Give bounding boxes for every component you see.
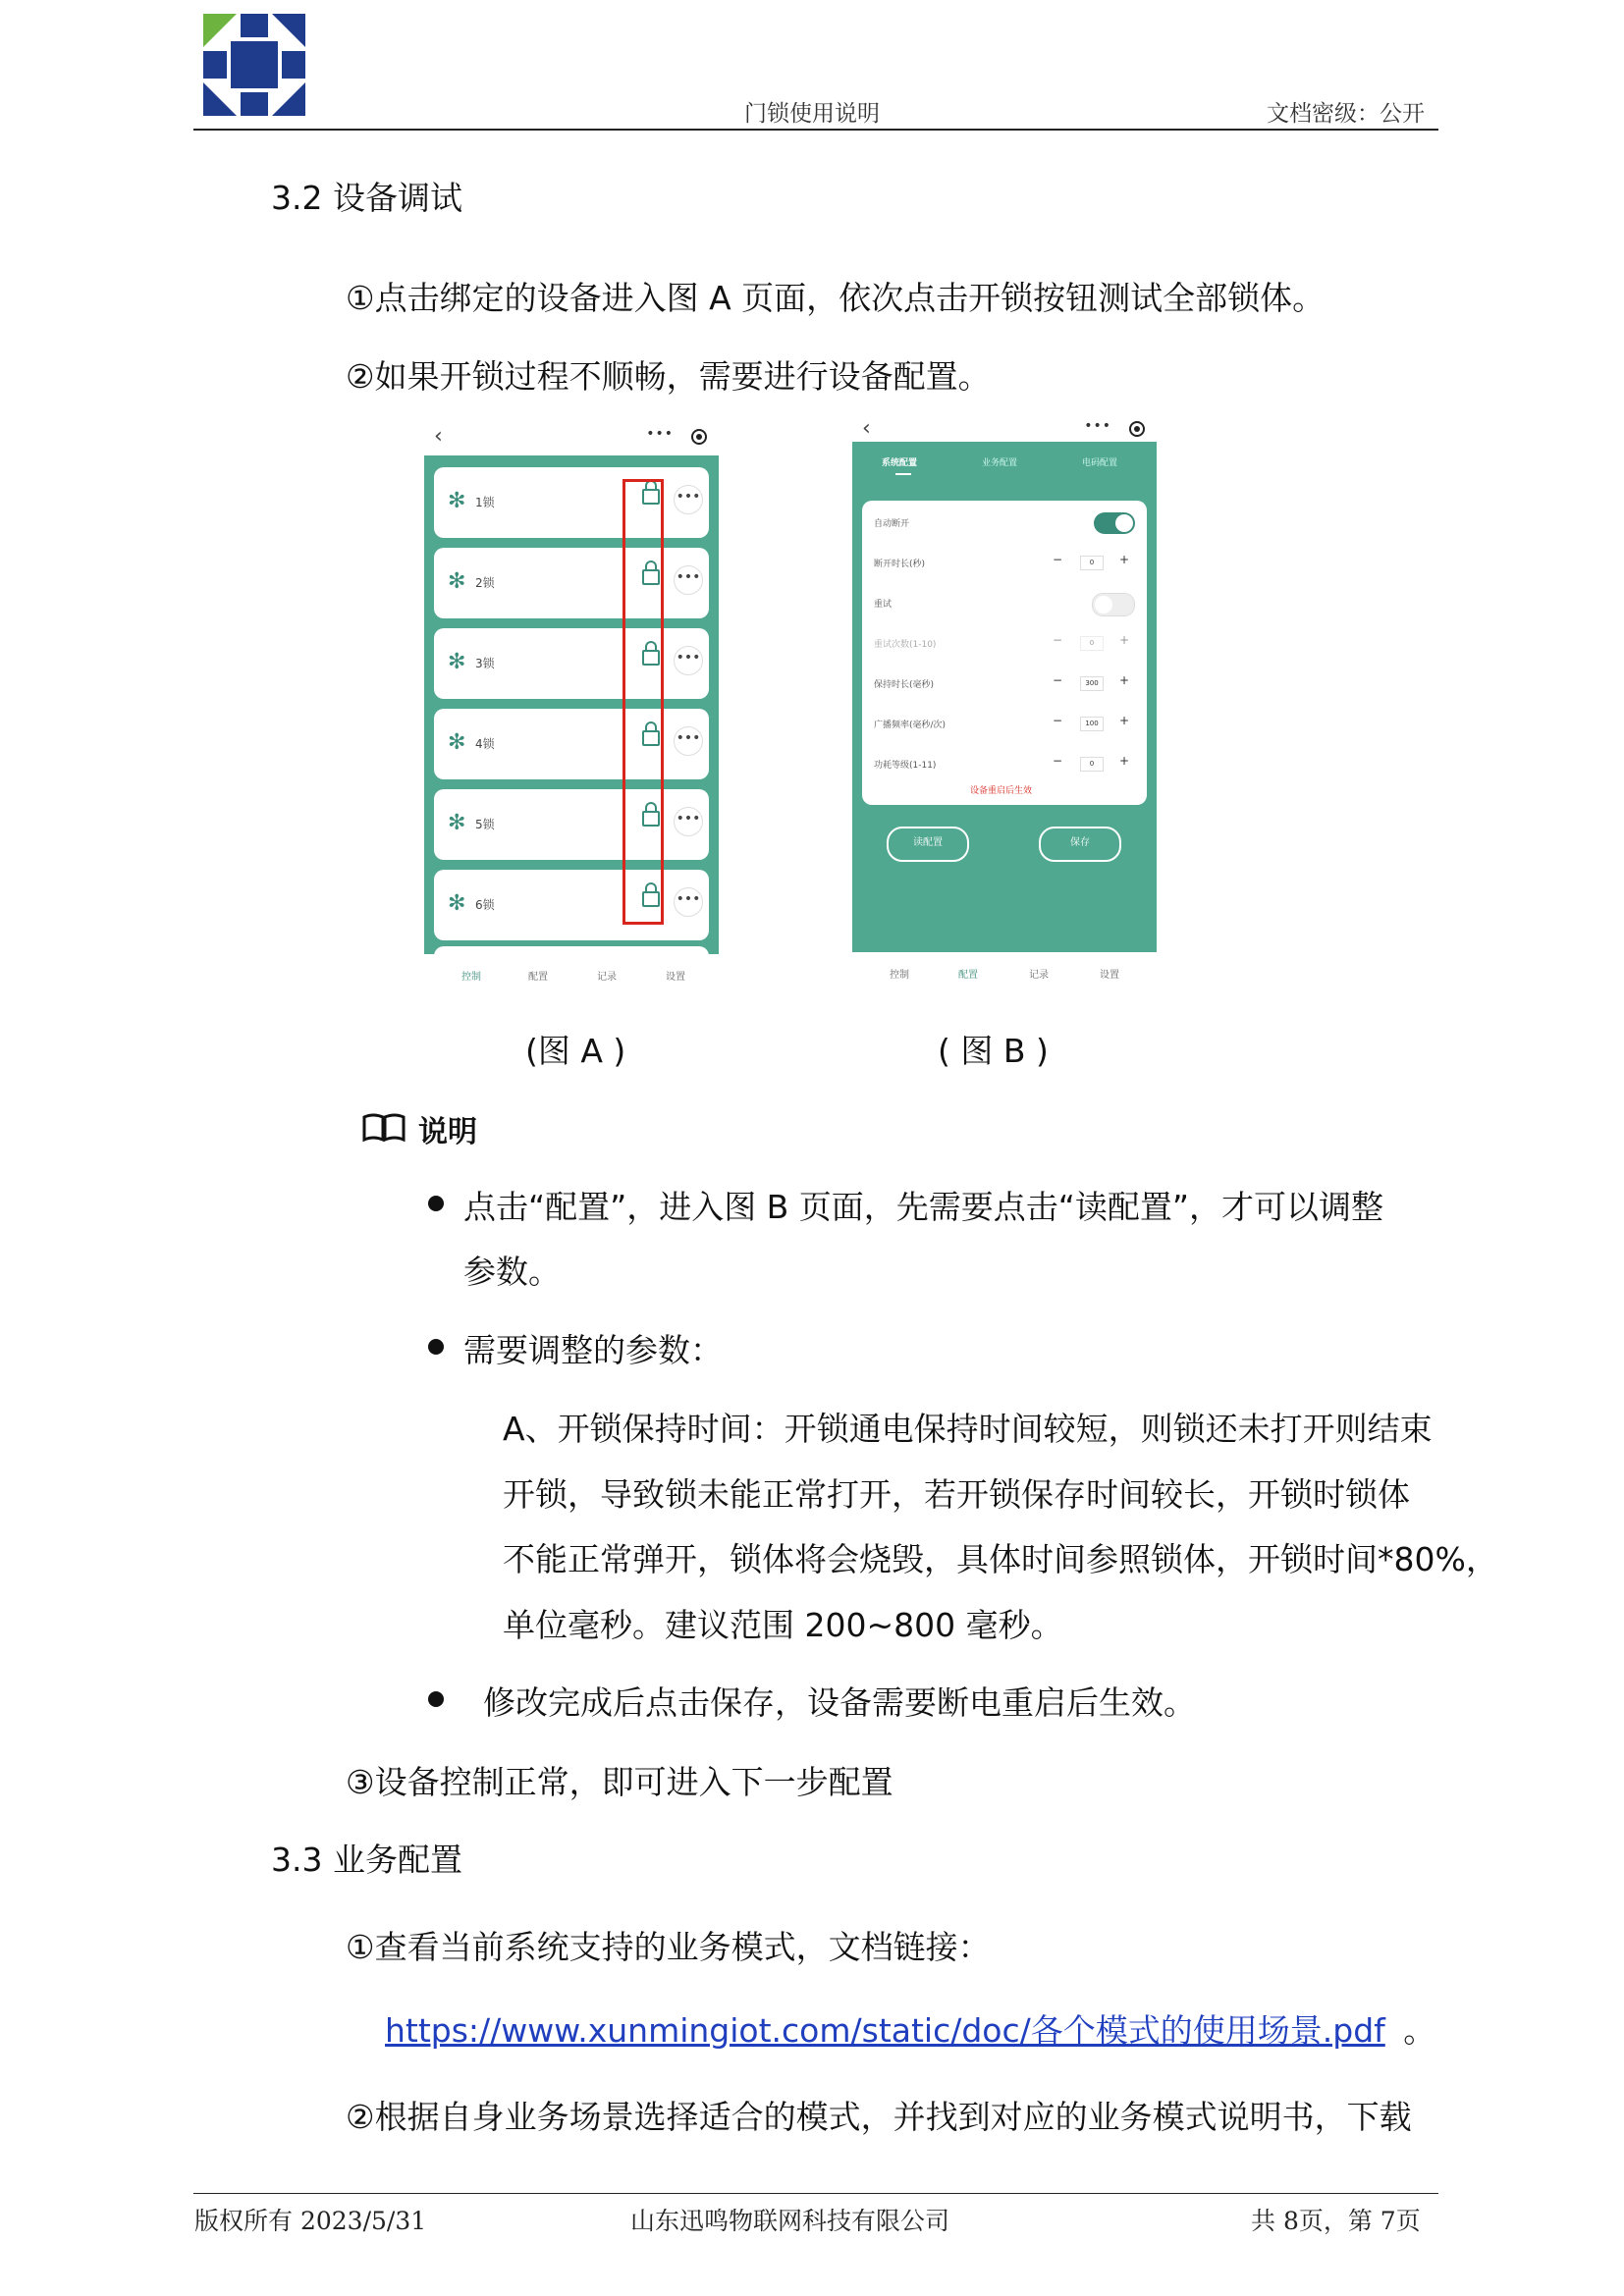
config-note: 设备重启后生效	[970, 786, 1033, 796]
figure-b-caption: ( 图 B )	[938, 1032, 1049, 1070]
bluetooth-icon: ✻	[448, 489, 466, 513]
config-label: 功耗等级(1-11)	[874, 761, 937, 771]
step-1-text: ①点击绑定的设备进入图 A 页面，依次点击开锁按钮测试全部锁体。	[346, 279, 1326, 317]
bluetooth-icon: ✻	[448, 569, 466, 594]
tab-settings: 设置	[1100, 970, 1119, 981]
config-panel	[862, 501, 1147, 805]
tab-control: 控制	[461, 972, 481, 983]
tab-config: 配置	[528, 972, 548, 983]
tab-control: 控制	[890, 970, 909, 981]
figure-b-tabbar	[852, 952, 1157, 999]
config-stepper: − 0 +	[1047, 553, 1135, 570]
record-icon	[691, 429, 707, 445]
record-icon	[1129, 421, 1145, 437]
figure-a-green-bg	[424, 455, 719, 954]
unlock-buttons-highlight	[623, 479, 664, 925]
section-heading-3-3: 3.3 业务配置	[271, 1841, 462, 1879]
header-rule	[193, 129, 1438, 131]
bullet	[428, 1196, 444, 1211]
more-icon: •••	[674, 565, 703, 595]
config-label: 重试	[874, 600, 893, 610]
figure-b-green-bg	[852, 442, 1157, 952]
lock-card	[434, 789, 709, 860]
bluetooth-icon: ✻	[448, 650, 466, 674]
bluetooth-icon: ✻	[448, 811, 466, 835]
lock-name: 2锁	[475, 576, 495, 590]
config-stepper: − 0 +	[1047, 633, 1135, 651]
config-label: 保持时长(毫秒)	[874, 680, 935, 690]
config-row	[874, 510, 1135, 534]
figure-a-caption: (图 A )	[525, 1032, 626, 1070]
config-stepper: − 0 +	[1047, 754, 1135, 772]
read-config-button: 读配置	[887, 827, 969, 862]
config-row	[874, 591, 1135, 614]
footer-company: 山东迅鸣物联网科技有限公司	[630, 2207, 950, 2235]
param-a-line-2: 开锁，导致锁未能正常打开，若开锁保存时间较长，开锁时锁体	[503, 1475, 1410, 1514]
lock-name: 5锁	[475, 818, 495, 831]
book-icon	[361, 1112, 406, 1144]
step-3-text: ③设备控制正常，即可进入下一步配置	[346, 1763, 893, 1801]
bluetooth-icon: ✻	[448, 891, 466, 916]
more-icon: •••	[674, 646, 703, 675]
param-a-line-3: 不能正常弹开，锁体将会烧毁，具体时间参照锁体，开锁时间*80%，	[503, 1540, 1498, 1578]
step-2-text: ②如果开锁过程不顺畅，需要进行设备配置。	[346, 357, 991, 396]
config-row	[874, 671, 1135, 695]
bullet	[428, 1691, 444, 1707]
config-label: 自动断开	[874, 519, 910, 529]
company-logo	[201, 12, 307, 118]
param-a-line-1: A、开锁保持时间：开锁通电保持时间较短，则锁还未打开则结束	[503, 1410, 1433, 1448]
sec33-step-2: ②根据自身业务场景选择适合的模式，并找到对应的业务模式说明书，下载	[346, 2098, 1412, 2136]
bullet-1-line-1: 点击“配置”，进入图 B 页面，先需要点击“读配置”，才可以调整	[463, 1188, 1384, 1226]
config-stepper: − 300 +	[1047, 673, 1135, 691]
sec33-step-1: ①查看当前系统支持的业务模式，文档链接：	[346, 1928, 991, 1966]
back-icon: ‹	[862, 416, 871, 441]
lock-name: 1锁	[475, 496, 495, 509]
lock-name: 4锁	[475, 737, 495, 751]
bullet-2: 需要调整的参数：	[463, 1331, 723, 1369]
tab-settings: 设置	[666, 972, 685, 983]
lock-card	[434, 467, 709, 538]
figure-b-screenshot	[852, 416, 1157, 999]
bluetooth-icon: ✻	[448, 730, 466, 755]
lock-name: 6锁	[475, 898, 495, 912]
config-stepper: − 100 +	[1047, 714, 1135, 731]
section-heading-3-2: 3.2 设备调试	[271, 179, 462, 217]
doc-link[interactable]: https://www.xunmingiot.com/static/doc/各个模式的使用场景.pdf	[385, 2011, 1385, 2050]
lock-card	[434, 548, 709, 618]
more-icon: •••	[674, 485, 703, 514]
figure-a-topbar	[424, 420, 719, 455]
toggle-off	[1092, 593, 1135, 616]
stepper-value: 100	[1080, 717, 1104, 731]
doc-link-line	[385, 2005, 1435, 2052]
tab-config: 配置	[958, 970, 978, 981]
config-row	[874, 712, 1135, 735]
note-label: 说明	[418, 1115, 477, 1149]
more-dots-icon: •••	[1084, 418, 1111, 434]
footer-copyright: 版权所有 2023/5/31	[194, 2207, 427, 2235]
lock-card	[434, 709, 709, 779]
figure-b-tab-business: 业务配置	[982, 458, 1018, 468]
tab-record: 记录	[1029, 970, 1049, 981]
back-icon: ‹	[434, 424, 443, 449]
footer-rule	[193, 2193, 1438, 2194]
more-icon: •••	[674, 807, 703, 836]
stepper-value: 300	[1080, 676, 1104, 691]
config-label: 重试次数(1-10)	[874, 640, 937, 650]
bullet	[428, 1339, 444, 1355]
bullet-1-line-2: 参数。	[463, 1253, 561, 1291]
lock-name: 3锁	[475, 657, 495, 670]
figure-a-screenshot	[424, 420, 719, 999]
save-config-button: 保存	[1039, 827, 1121, 862]
toggle-on	[1094, 512, 1135, 534]
footer-page-number: 共 8页，第 7页	[1251, 2207, 1421, 2235]
config-row	[874, 752, 1135, 775]
config-row	[874, 551, 1135, 574]
figure-b-tab-code: 电码配置	[1082, 458, 1118, 468]
figure-b-topbar	[852, 416, 1157, 442]
figure-b-tab-active-underline	[895, 473, 911, 475]
stepper-value: 0	[1080, 636, 1104, 651]
lock-card	[434, 628, 709, 699]
stepper-value: 0	[1080, 757, 1104, 772]
header-classification: 文档密级：公开	[1267, 101, 1425, 127]
lock-card	[434, 870, 709, 940]
config-label: 广播频率(毫秒/次)	[874, 721, 947, 730]
figure-a-tabbar	[424, 954, 719, 999]
more-icon: •••	[674, 726, 703, 756]
figure-b-tab-system: 系统配置	[882, 458, 918, 468]
config-label: 断开时长(秒)	[874, 560, 926, 569]
doc-link-tail: 。	[1403, 2011, 1436, 2050]
more-icon: •••	[674, 887, 703, 917]
param-a-line-4: 单位毫秒。建议范围 200~800 毫秒。	[503, 1606, 1063, 1644]
stepper-value: 0	[1080, 556, 1104, 570]
more-dots-icon: •••	[646, 426, 674, 442]
bullet-3: 修改完成后点击保存，设备需要断电重启后生效。	[483, 1683, 1196, 1722]
config-row	[874, 631, 1135, 655]
tab-record: 记录	[597, 972, 617, 983]
header-doc-title: 门锁使用说明	[744, 101, 880, 127]
